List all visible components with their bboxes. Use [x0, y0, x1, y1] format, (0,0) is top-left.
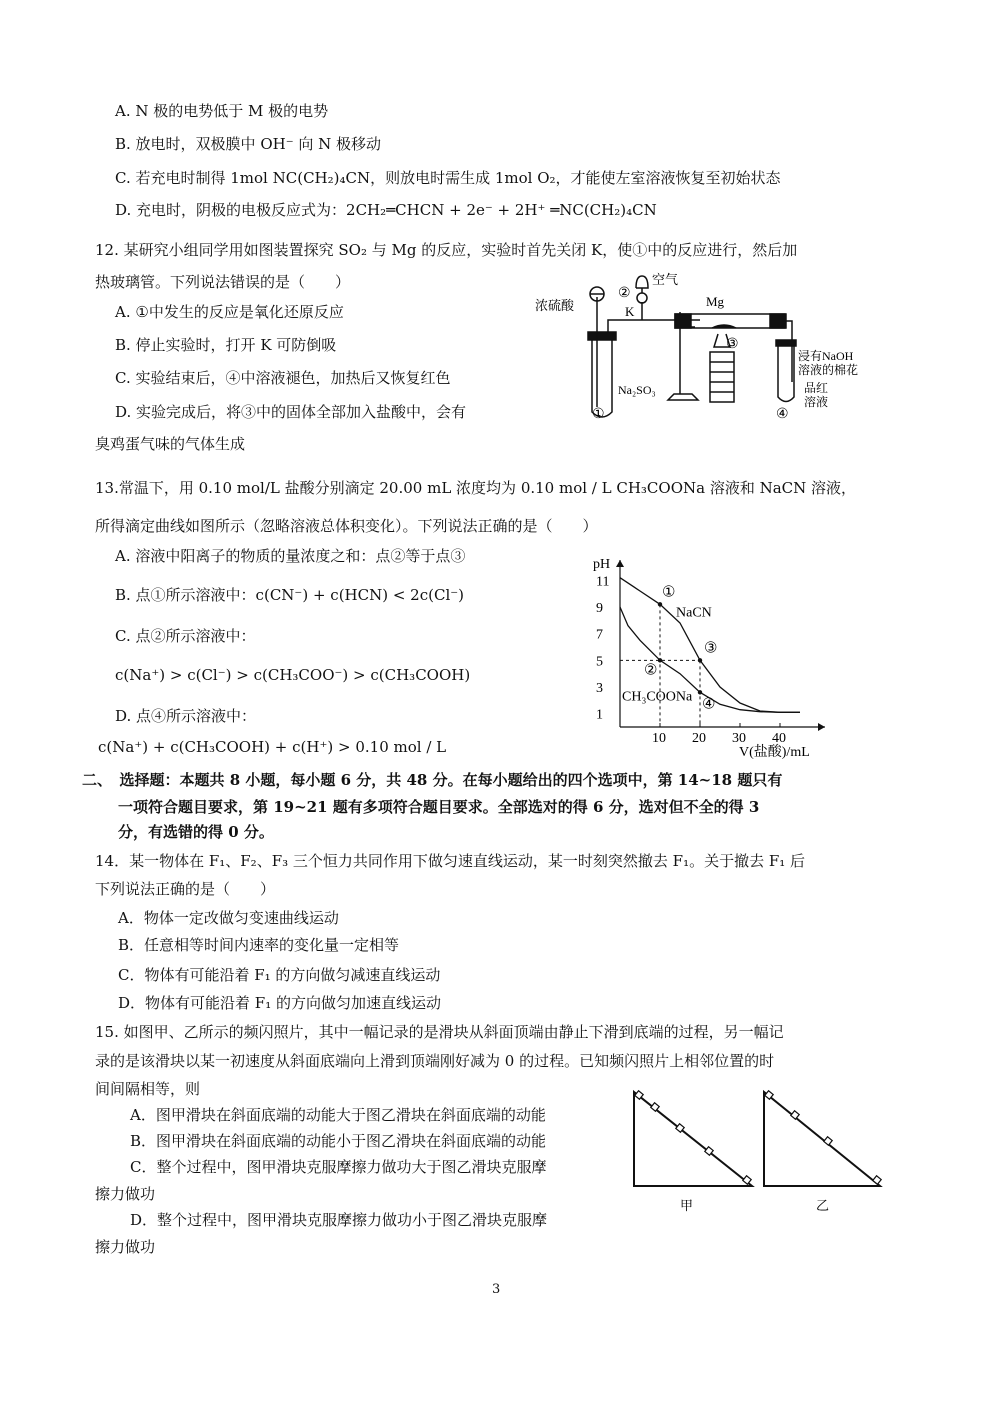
q14-option-c: C．物体有可能沿着 F₁ 的方向做匀减速直线运动: [118, 966, 441, 984]
q12-option-d-1: D. 实验完成后，将③中的固体全部加入盐酸中，会有: [115, 403, 467, 421]
label-conc-sulfuric-acid: 浓硫酸: [535, 298, 575, 313]
series-label-ch3coona: CH₃COONa: [622, 689, 693, 705]
label-air: 空气: [652, 272, 679, 287]
q13-option-c-2: c(Na⁺) > c(Cl⁻) > c(CH₃COO⁻) > c(CH₃COOH): [115, 666, 471, 684]
label-k: K: [625, 304, 635, 319]
point-label-4: ④: [702, 696, 716, 713]
x-tick-label-40: 40: [772, 731, 786, 746]
q11-option-c: C. 若充电时制得 1mol NC(CH₂)₄CN，则放电时需生成 1mol O₂，才能使左室溶液恢复至初始状态: [115, 169, 781, 187]
q12-apparatus-diagram: [530, 272, 870, 432]
label-pinhong-1: 品红: [804, 381, 829, 395]
label-circle-2: ②: [618, 286, 631, 301]
q13-stem-1: 13.常温下，用 0.10 mol/L 盐酸分别滴定 20.00 mL 浓度均为 0.10 mol / L CH₃COONa 溶液和 NaCN 溶液，: [95, 479, 857, 497]
y-tick-label-1: 1: [596, 707, 603, 723]
point-label-1: ①: [662, 584, 676, 601]
q15-incline-diagrams: [630, 1088, 890, 1218]
q13-titration-chart: [585, 552, 835, 762]
q12-stem-2: 热玻璃管。下列说法错误的是（ ）: [95, 273, 351, 291]
incline-yi: [764, 1092, 880, 1186]
y-tick-label-11: 11: [596, 574, 610, 590]
q13-option-b: B. 点①所示溶液中：c(CN⁻) + c(HCN) < 2c(Cl⁻): [115, 586, 465, 604]
q15-option-d-2: 擦力做功: [95, 1238, 156, 1256]
q15-stem-2: 录的是该滑块以某一初速度从斜面底端向上滑到顶端刚好减为 0 的过程。已知频闪照片上相邻位置的时: [95, 1052, 775, 1070]
y-tick-label-7: 7: [596, 627, 603, 643]
q14-option-b: B．任意相等时间内速率的变化量一定相等: [118, 936, 400, 954]
q15-option-c-2: 擦力做功: [95, 1185, 156, 1203]
q15-stem-1: 15. 如图甲、乙所示的频闪照片，其中一幅记录的是滑块从斜面顶端由静止下滑到底端的过程，另一幅记: [95, 1023, 784, 1041]
label-circle-3: ③: [726, 337, 739, 352]
q13-stem-2: 所得滴定曲线如图所示（忽略溶液总体积变化）。下列说法正确的是（ ）: [95, 517, 598, 535]
y-tick-label-9: 9: [596, 601, 603, 616]
q11-option-a: A. N 极的电势低于 M 极的电势: [115, 102, 329, 120]
q12-option-b: B. 停止实验时，打开 K 可防倒吸: [115, 336, 337, 354]
label-naoh-1: 浸有NaOH: [798, 349, 854, 363]
q12-stem-1: 12. 某研究小组同学用如图装置探究 SO₂ 与 Mg 的反应，实验时首先关闭 K，使①中的反应进行，然后加: [95, 241, 798, 259]
page-number: 3: [492, 1282, 501, 1297]
point-label-3: ③: [704, 640, 718, 657]
point-label-2: ②: [644, 662, 658, 679]
q14-stem-1: 14．某一物体在 F₁、F₂、F₃ 三个恒力共同作用下做匀速直线运动，某一时刻突然撤去 F₁。关于撤去 F₁ 后: [95, 852, 806, 870]
series-label-nacn: NaCN: [676, 605, 712, 621]
q14-option-a: A．物体一定改做匀变速曲线运动: [118, 909, 339, 927]
q13-option-d-1: D. 点④所示溶液中：: [115, 707, 257, 725]
q15-option-a: A．图甲滑块在斜面底端的动能大于图乙滑块在斜面底端的动能: [130, 1106, 546, 1124]
section2-line-1: 二、 选择题：本题共 8 小题，每小题 6 分，共 48 分。在每小题给出的四个选项中，第 14~18 题只有: [82, 771, 783, 789]
label-naoh-2: 溶液的棉花: [798, 363, 859, 377]
label-pinhong-2: 溶液: [804, 395, 829, 409]
label-circle-1: ①: [592, 407, 605, 422]
q13-option-d-2: c(Na⁺) + c(CH₃COOH) + c(H⁺) > 0.10 mol / L: [98, 738, 447, 756]
x-tick-label-10: 10: [652, 731, 666, 746]
q11-option-d: D. 充电时，阴极的电极反应式为：2CH₂═CHCN + 2e⁻ + 2H⁺ ═NC(CH₂)₄CN: [115, 201, 657, 219]
label-circle-4: ④: [776, 407, 789, 422]
x-tick-label-20: 20: [692, 731, 706, 746]
q13-option-a: A. 溶液中阳离子的物质的量浓度之和：点②等于点③: [115, 547, 466, 565]
q15-option-c-1: C．整个过程中，图甲滑块克服摩擦力做功大于图乙滑块克服摩: [130, 1158, 547, 1176]
q12-option-d-2: 臭鸡蛋气味的气体生成: [95, 435, 246, 453]
label-yi: 乙: [816, 1198, 830, 1213]
q12-option-a: A. ①中发生的反应是氧化还原反应: [115, 303, 344, 321]
q11-option-b: B. 放电时，双极膜中 OH⁻ 向 N 极移动: [115, 135, 382, 153]
y-axis-label: pH: [593, 557, 611, 572]
y-tick-label-5: 5: [596, 654, 603, 670]
q15-option-b: B．图甲滑块在斜面底端的动能小于图乙滑块在斜面底端的动能: [130, 1132, 547, 1150]
point-2: [658, 658, 662, 662]
q14-stem-2: 下列说法正确的是（ ）: [95, 880, 276, 898]
q13-option-c-1: C. 点②所示溶液中：: [115, 627, 256, 645]
point-1: [658, 602, 662, 606]
section2-line-2: 一项符合题目要求，第 19~21 题有多项符合题目要求。全部选对的得 6 分，选对但不全的得 3: [118, 798, 760, 816]
section2-line-3: 分，有选错的得 0 分。: [118, 823, 274, 841]
x-axis-label: V(盐酸)/mL: [739, 745, 810, 760]
x-tick-label-30: 30: [732, 731, 746, 746]
y-tick-label-3: 3: [596, 681, 603, 696]
label-mg: Mg: [706, 294, 725, 309]
point-3: [698, 658, 702, 662]
q14-option-d: D．物体有可能沿着 F₁ 的方向做匀加速直线运动: [118, 994, 441, 1012]
label-na2so3: Na₂SO₃: [618, 383, 656, 397]
q12-option-c: C. 实验结束后，④中溶液褪色，加热后又恢复红色: [115, 369, 451, 387]
q15-stem-3: 间间隔相等，则: [95, 1080, 201, 1098]
label-jia: 甲: [680, 1198, 694, 1213]
point-4: [698, 690, 702, 694]
q15-option-d-1: D．整个过程中，图甲滑块克服摩擦力做功小于图乙滑块克服摩: [130, 1211, 548, 1229]
